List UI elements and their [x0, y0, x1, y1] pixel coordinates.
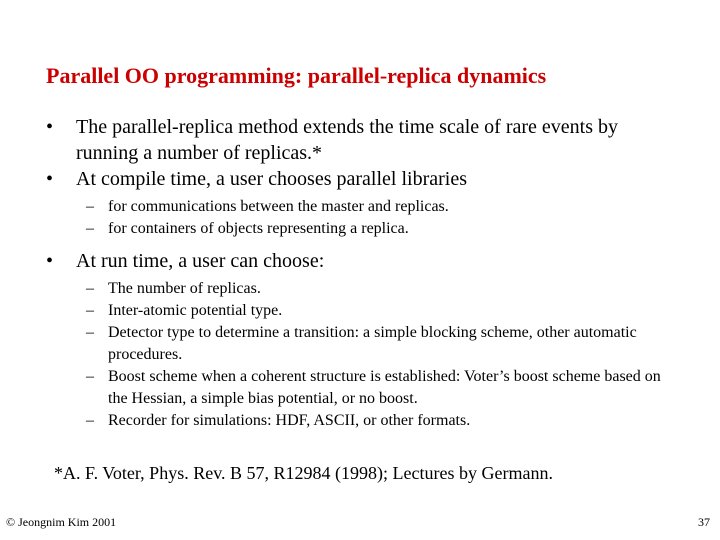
dash-marker: – — [86, 280, 94, 297]
sub-bullet-item — [0, 300, 720, 322]
dash-marker: – — [86, 412, 94, 429]
slide-title: Parallel OO programming: parallel-replica dynamics — [46, 63, 547, 88]
bullet-text: The parallel-replica method extends the time scale of rare events by running a number of replicas.* — [76, 116, 618, 164]
sub-bullet-item — [0, 278, 720, 300]
dash-marker: – — [86, 198, 94, 215]
bullet-text: At run time, a user can choose: — [76, 250, 325, 272]
sub-bullet-text: The number of replicas. — [108, 280, 261, 297]
sub-bullet-text: for communications between the master and replicas. — [108, 198, 449, 215]
sub-bullet-text: for containers of objects representing a replica. — [108, 220, 409, 237]
copyright-footer: © Jeongnim Kim 2001 — [6, 515, 117, 529]
sub-bullet-item — [0, 366, 720, 410]
bullet-item — [0, 248, 720, 274]
bullet-marker: • — [46, 250, 54, 272]
slide-content — [0, 114, 720, 432]
dash-marker: – — [86, 302, 94, 319]
sub-bullet-text: Recorder for simulations: HDF, ASCII, or other formats. — [108, 412, 471, 429]
sub-bullet-text: Detector type to determine a transition: a simple blocking scheme, other automatic procedures. — [108, 324, 637, 363]
dash-marker: – — [86, 220, 94, 237]
bullet-text: At compile time, a user chooses parallel libraries — [76, 168, 467, 190]
sub-bullet-text: Inter-atomic potential type. — [108, 302, 283, 319]
sub-bullet-item — [0, 196, 720, 218]
dash-marker: – — [86, 368, 94, 385]
dash-marker: – — [86, 324, 94, 341]
bullet-marker: • — [46, 116, 54, 138]
bullet-item — [0, 114, 720, 166]
bullet-item — [0, 166, 720, 192]
reference-footnote: *A. F. Voter, Phys. Rev. B 57, R12984 (1998); Lectures by Germann. — [54, 463, 553, 483]
bullet-marker: • — [46, 168, 54, 190]
sub-bullet-text: Boost scheme when a coherent structure is established: Voter’s boost scheme based on the Hessian, a simple bias potential, or no boost. — [108, 368, 661, 407]
page-number: 37 — [698, 515, 710, 529]
sub-bullet-item — [0, 218, 720, 240]
sub-bullet-item — [0, 322, 720, 366]
sub-bullet-item — [0, 410, 720, 432]
